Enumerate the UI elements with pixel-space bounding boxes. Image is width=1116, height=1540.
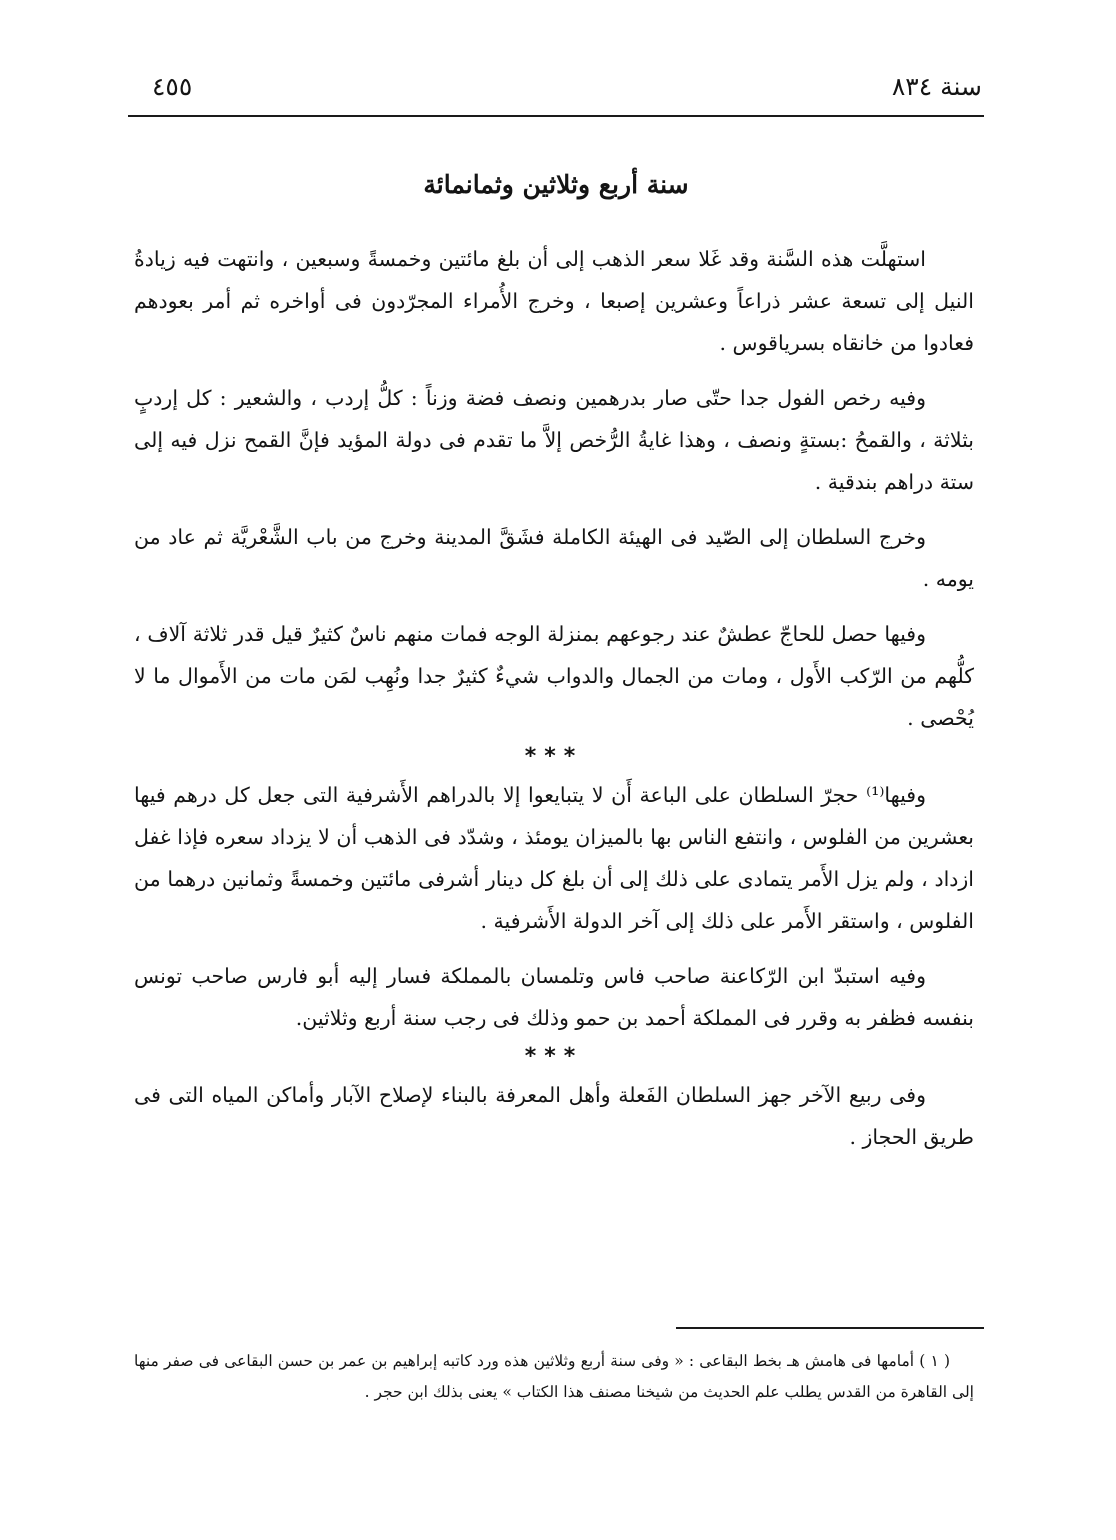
page-number: ٤٥٥ xyxy=(152,72,193,101)
header-rule xyxy=(128,115,984,117)
page-header xyxy=(130,62,982,112)
main-text xyxy=(134,238,974,1158)
footnote xyxy=(134,1346,974,1408)
paragraph: وفى ربيع الآخر جهز السلطان الفَعلة وأهل المعرفة بالبناء لإصلاح الآبار وأماكن المياه التى فى طريق الحجاز . xyxy=(134,1083,974,1149)
section-separator: *** xyxy=(524,1044,584,1069)
paragraph: وفيه استبدّ ابن الرّكاعنة صاحب فاس وتلمسان بالمملكة فسار إليه أبو فارس صاحب تونس بنفسه فظفر به وقرر فى المملكة أحمد بن حمو وذلك فى رجب سنة أربع وثلاثين. xyxy=(134,964,974,1030)
chapter-title: سنة أربع وثلاثين وثمانمائة xyxy=(423,170,689,199)
running-head: سنة ٨٣٤ xyxy=(891,72,982,101)
paragraph: وفيه رخص الفول جدا حتّى صار بدرهمين ونصف فضة وزناً : كلُّ إردب ، والشعير : كل إردبٍ بثلاثة ، والقمحُ :بستةٍ ونصف ، وهذا غايةُ الرُّخص إلاَّ ما تقدم فى دولة المؤيد فإنَّ القمح نزل فيه إلى ستة دراهم بندقية . xyxy=(134,386,974,494)
footnote-text: ( ١ ) أمامها فى هامش هـ بخط البقاعى : « وفى سنة أربع وثلاثين هذه ورد كاتبه إبراهيم بن عمر بن حسن البقاعى فى صفر منها إلى القاهرة من القدس يطلب علم الحديث من شيخنا مصنف هذا الكتاب » يعنى بذلك ابن حجر . xyxy=(134,1352,974,1401)
paragraph: وفيها⁽¹⁾ حجرّ السلطان على الباعة أَن لا يتبايعوا إلا بالدراهم الأَشرفية التى جعل كل درهم فيها بعشرين من الفلوس ، وانتفع الناس بها بالميزان يومئذ ، وشدّد فى الذهب أن لا يزداد سعره فإذا غفل ازداد ، ولم يزل الأَمر يتمادى على ذلك إلى أن بلغ كل دينار أشرفى مائتين وخمسةً وثمانين درهما من الفلوس ، واستقر الأَمر على ذلك إلى آخر الدولة الأَشرفية . xyxy=(134,783,974,933)
paragraph: وخرج السلطان إلى الصّيد فى الهيئة الكاملة فشَقَّ المدينة وخرج من باب الشَّعْريَّة ثم عاد من يومه . xyxy=(134,525,974,591)
section-separator: *** xyxy=(524,744,584,769)
paragraph: وفيها حصل للحاجّ عطشٌ عند رجوعهم بمنزلة الوجه فمات منهم ناسٌ كثيرٌ قيل قدر ثلاثة آلاف ، كلُّهم من الرّكب الأَول ، ومات من الجمال والدواب شيءٌ كثيرٌ جدا ونُهِب لمَن مات من الأَموال ما لا يُحْصى . xyxy=(134,622,974,730)
footnote-rule xyxy=(676,1327,984,1329)
paragraph: استهلَّت هذه السَّنة وقد غَلا سعر الذهب إلى أن بلغ مائتين وخمسةً وسبعين ، وانتهت فيه زيادةُ النيل إلى تسعة عشر ذراعاً وعشرين إصبعا ، وخرج الأُمراء المجرّدون فى أواخره ثم أمر بعودهم فعادوا من خانقاه بسرياقوس . xyxy=(134,247,974,355)
